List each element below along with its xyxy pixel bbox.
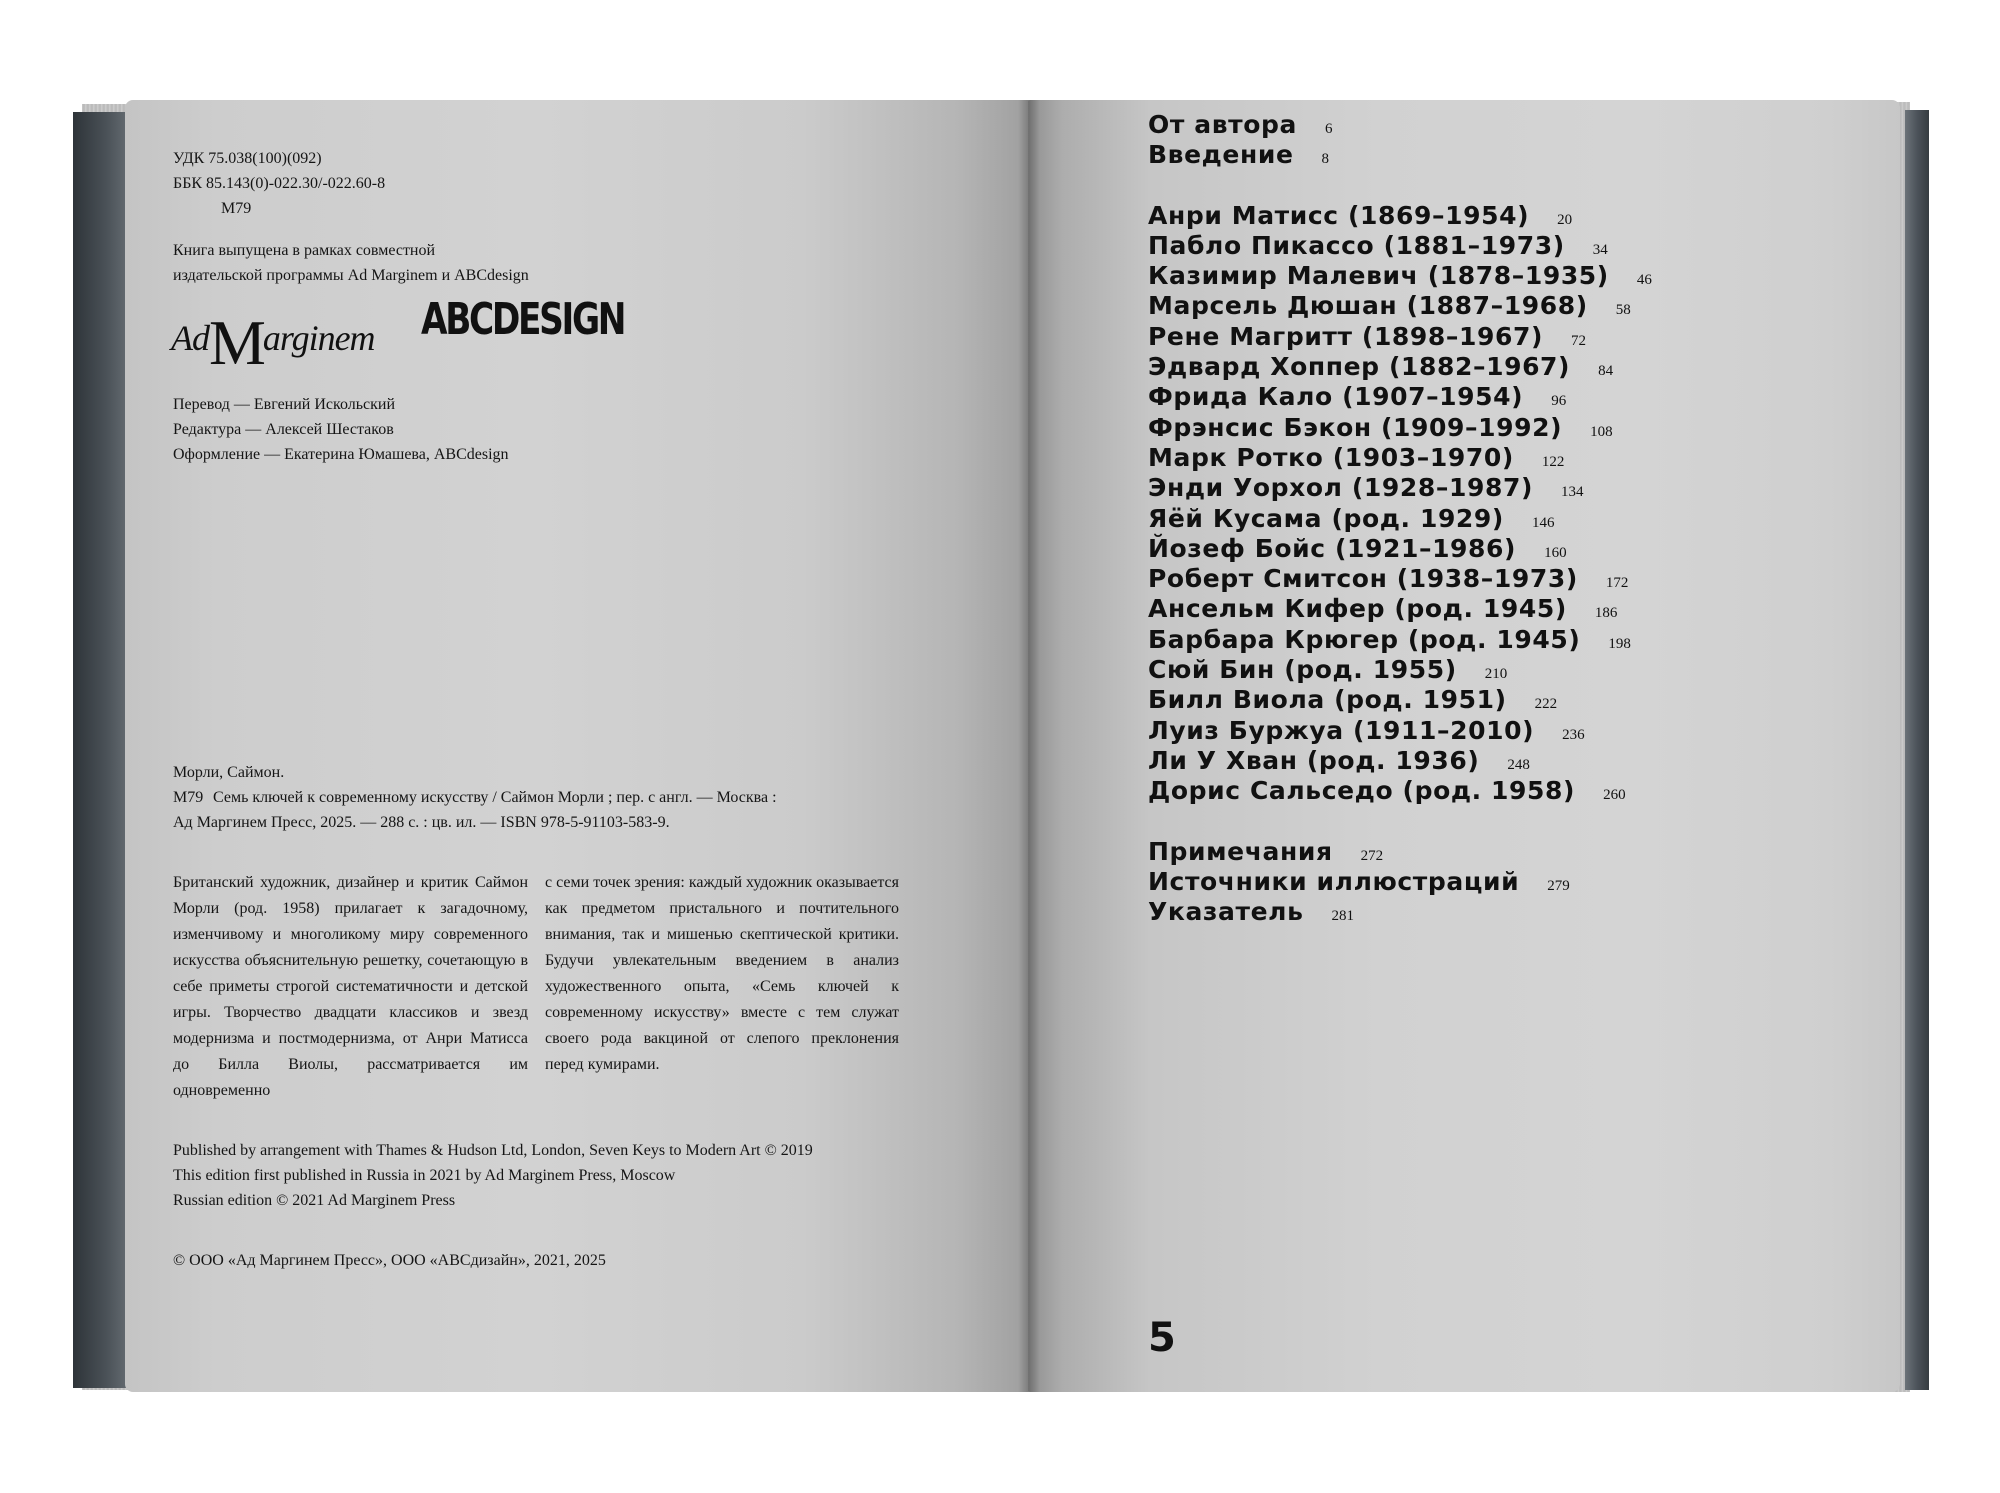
toc-entry-title: Роберт Смитсон (1938–1973) xyxy=(1148,564,1578,594)
toc-entry xyxy=(1148,413,1652,443)
book-gutter xyxy=(1018,100,1040,1392)
toc-entry-title: Фрэнсис Бэкон (1909–1992) xyxy=(1148,412,1563,442)
toc-entry xyxy=(1148,746,1652,776)
publication-line: Russian edition © 2021 Ad Marginem Press xyxy=(173,1192,456,1209)
toc-entry xyxy=(1148,504,1652,534)
toc-entry-page: 279 xyxy=(1547,877,1570,894)
toc-entry xyxy=(1148,564,1652,594)
toc-entry-title: Источники иллюстраций xyxy=(1148,866,1520,896)
toc-entry xyxy=(1148,473,1652,503)
credit-line: Оформление — Екатерина Юмашева, ABCdesign xyxy=(173,446,509,463)
toc-entry-page: 210 xyxy=(1484,666,1508,683)
book-cover-right xyxy=(1905,110,1929,1390)
toc-entry xyxy=(1148,716,1652,746)
toc-entry xyxy=(1148,322,1652,352)
toc-entry-page: 236 xyxy=(1562,726,1585,743)
toc-entry xyxy=(1148,140,1652,170)
toc-entry-page: 198 xyxy=(1608,635,1631,652)
toc-entry xyxy=(1148,594,1652,624)
toc-entry-title: Пабло Пикассо (1881–1973) xyxy=(1148,230,1565,260)
toc-entry-page: 108 xyxy=(1590,423,1613,440)
toc-entry xyxy=(1148,261,1652,291)
publication-notice xyxy=(173,1138,813,1213)
program-note xyxy=(173,238,529,288)
toc-entry-title: Эдвард Хоппер (1882–1967) xyxy=(1148,352,1571,382)
toc-entry-title: Луиз Буржуа (1911–2010) xyxy=(1148,715,1535,745)
toc-entry-title: Фрида Кало (1907–1954) xyxy=(1148,382,1524,412)
publication-line: Published by arrangement with Thames & Hudson Ltd, London, Seven Keys to Modern Art © 2019 xyxy=(173,1142,813,1159)
bbk-code: ББК 85.143(0)-022.30/-022.60-8 xyxy=(173,175,386,192)
toc-entry-page: 20 xyxy=(1557,211,1573,228)
toc-entry-title: Барбара Крюгер (род. 1945) xyxy=(1148,624,1581,654)
toc-entry-title: Марк Ротко (1903–1970) xyxy=(1148,442,1514,472)
toc-entry-title: Рене Магритт (1898–1967) xyxy=(1148,321,1544,351)
toc-entry-title: Сюй Бин (род. 1955) xyxy=(1148,655,1457,685)
toc-entry-page: 248 xyxy=(1507,756,1530,773)
right-page xyxy=(1028,100,1900,1392)
credits xyxy=(173,392,509,467)
toc-entry-page: 6 xyxy=(1324,121,1333,137)
toc-entry-page: 46 xyxy=(1636,272,1652,289)
toc-entry-title: Марсель Дюшан (1887–1968) xyxy=(1148,291,1588,321)
toc-entry-title: Дорис Сальседо (род. 1958) xyxy=(1148,776,1576,806)
credit-line: Редактура — Алексей Шестаков xyxy=(173,421,394,438)
toc-entry-page: 8 xyxy=(1321,151,1330,168)
table-of-contents xyxy=(1148,110,1652,957)
toc-entry-page: 72 xyxy=(1571,332,1587,349)
toc-entry xyxy=(1148,352,1652,382)
toc-entry-page: 272 xyxy=(1360,847,1384,864)
toc-entry-page: 222 xyxy=(1534,696,1558,713)
toc-entry-title: Яёй Кусама (род. 1929) xyxy=(1148,503,1504,533)
toc-entry xyxy=(1148,685,1652,715)
toc-back-matter xyxy=(1148,837,1652,928)
toc-entry-page: 172 xyxy=(1605,575,1629,592)
toc-entry-page: 160 xyxy=(1544,544,1567,561)
toc-entry-page: 186 xyxy=(1594,605,1618,622)
catalog-codes xyxy=(173,146,385,221)
toc-entry xyxy=(1148,625,1652,655)
toc-entry-title: Примечания xyxy=(1148,836,1333,866)
toc-entry-title: Йозеф Бойс (1921–1986) xyxy=(1148,533,1517,563)
toc-entry xyxy=(1148,443,1652,473)
book-cover-left xyxy=(73,112,133,1388)
toc-entry-title: От автора xyxy=(1148,110,1297,139)
toc-entry-page: 260 xyxy=(1603,787,1626,804)
biblio-author: Морли, Саймон. xyxy=(173,764,285,781)
toc-artists xyxy=(1148,201,1652,807)
toc-entry xyxy=(1148,776,1652,806)
biblio-line: Ад Маргинем Пресс, 2025. — 288 с. : цв. ил. — ISBN 978-5-91103-583-9. xyxy=(173,814,670,831)
toc-entry-page: 96 xyxy=(1551,393,1567,410)
biblio-label: М79 xyxy=(173,789,204,806)
toc-entry-page: 122 xyxy=(1541,453,1565,470)
program-line: издательской программы Ad Marginem и ABCdesign xyxy=(173,267,529,284)
toc-entry-page: 146 xyxy=(1531,514,1555,531)
toc-entry-title: Введение xyxy=(1148,140,1294,170)
toc-entry xyxy=(1148,110,1652,140)
annotation-column-1: Британский художник, дизайнер и критик Саймон Морли (род. 1958) прилагает к загадочному, изменчивому и многоликому миру современного искусства объяснительную решетку, сочетающую в себе приметы строгой систематичности и детской игры. Творчество двадцати классиков и звезд модернизма и постмодернизма, от Анри Матисса до Билла Виолы, рассматривается им одновременно xyxy=(173,874,528,1099)
toc-entry-title: Казимир Малевич (1878–1935) xyxy=(1148,261,1609,291)
toc-entry-title: Указатель xyxy=(1148,897,1304,927)
toc-entry-page: 34 xyxy=(1592,241,1608,258)
udk-code: УДК 75.038(100)(092) xyxy=(173,150,322,167)
toc-entry-page: 281 xyxy=(1331,908,1354,925)
left-page xyxy=(125,100,1030,1392)
toc-entry xyxy=(1148,534,1652,564)
toc-entry xyxy=(1148,201,1652,231)
toc-entry-page: 58 xyxy=(1615,302,1631,319)
toc-entry-title: Энди Уорхол (1928–1987) xyxy=(1148,473,1534,503)
toc-entry-title: Анри Матисс (1869–1954) xyxy=(1148,200,1530,230)
toc-front-matter xyxy=(1148,110,1652,171)
annotation-column-2: с семи точек зрения: каждый художник оказывается как предметом пристального и почтительного внимания, так и мишенью скептической критики. Будучи увлекательным введением в анализ художественного опыта, «Семь ключей к современному искусству» вместе с тем служат своего рода вакциной от слепого преклонения перед кумирами. xyxy=(545,874,899,1073)
toc-entry xyxy=(1148,837,1652,867)
page-number: 5 xyxy=(1148,1315,1176,1361)
toc-entry xyxy=(1148,897,1652,927)
credit-line: Перевод — Евгений Искольский xyxy=(173,396,396,413)
toc-entry xyxy=(1148,231,1652,261)
toc-entry xyxy=(1148,655,1652,685)
toc-entry xyxy=(1148,382,1652,412)
copyright-line: © ООО «Ад Маргинем Пресс», ООО «АВСдизайн», 2021, 2025 xyxy=(173,1252,606,1269)
bibliographic-record xyxy=(173,760,777,835)
author-mark: М79 xyxy=(221,200,252,217)
toc-entry-title: Ли У Хван (род. 1936) xyxy=(1148,745,1480,775)
publication-line: This edition first published in Russia in 2021 by Ad Marginem Press, Moscow xyxy=(173,1167,676,1184)
abcdesign-logo: ABCDESIGN xyxy=(421,294,625,345)
program-line: Книга выпущена в рамках совместной xyxy=(173,242,436,259)
ad-marginem-logo: AdMarginem xyxy=(171,307,375,378)
toc-entry-page: 84 xyxy=(1598,363,1614,380)
toc-entry xyxy=(1148,291,1652,321)
toc-entry-title: Билл Виола (род. 1951) xyxy=(1148,685,1507,715)
biblio-line: М79 Семь ключей к современному искусству / Саймон Морли ; пер. с англ. — Москва : xyxy=(173,785,777,810)
toc-entry-title: Ансельм Кифер (род. 1945) xyxy=(1148,594,1567,624)
toc-entry-page: 134 xyxy=(1561,484,1584,501)
toc-entry xyxy=(1148,867,1652,897)
